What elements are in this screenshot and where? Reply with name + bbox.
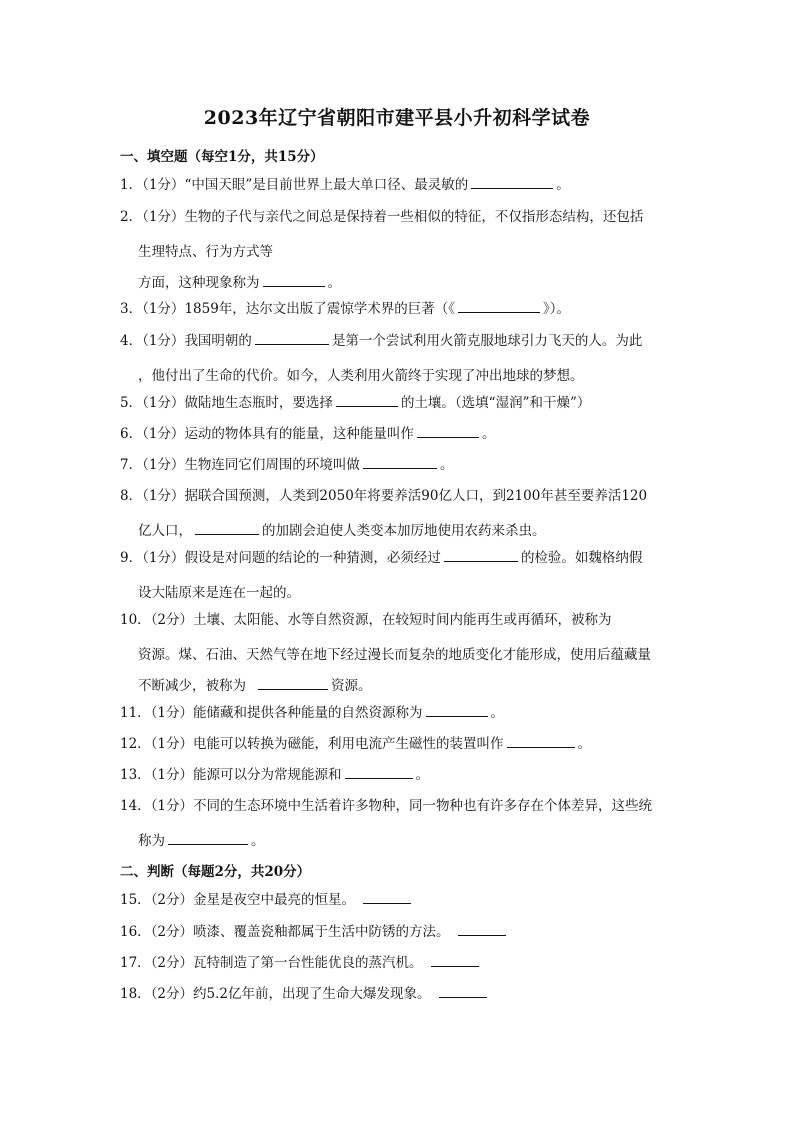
question-text: 做陆地生态瓶时，要选择 — [184, 395, 333, 411]
question-text-end: 的加剧会迫使人类变本加厉地使用农药来杀虫。 — [262, 523, 546, 539]
question-text: 运动的物体具有的能量，这种能量叫作 — [184, 426, 414, 442]
question-score: （2分） — [150, 986, 194, 1002]
question-number: 3． — [120, 301, 143, 317]
question-number: 17． — [120, 955, 151, 971]
question-number: 8． — [120, 488, 143, 504]
question-9-line-2: 设大陆原来是连在一起的。 — [138, 585, 300, 601]
question-text-end: 。 — [327, 275, 341, 291]
answer-blank[interactable] — [439, 983, 487, 998]
question-12 — [120, 729, 680, 760]
question-number: 6． — [120, 426, 143, 442]
question-score: （2分） — [150, 892, 194, 908]
answer-blank[interactable] — [258, 675, 328, 690]
question-7 — [120, 450, 680, 481]
question-score: （2分） — [150, 612, 194, 628]
question-1 — [120, 170, 680, 201]
exam-title: 2023年辽宁省朝阳市建平县小升初科学试卷 — [203, 107, 591, 129]
question-text: 金星是夜空中最亮的恒星。 — [193, 892, 356, 908]
question-text: 能源可以分为常规能源和 — [193, 767, 342, 783]
answer-blank[interactable] — [458, 298, 540, 313]
answer-blank[interactable] — [345, 764, 413, 779]
question-8-line-2 — [138, 519, 546, 539]
question-number: 14． — [120, 798, 151, 814]
question-score: （2分） — [150, 955, 194, 971]
question-number: 9． — [120, 550, 143, 566]
question-text: 假设是对问题的结论的一种猜测，必须经过 — [184, 550, 441, 566]
answer-blank[interactable] — [444, 547, 518, 562]
question-number: 11． — [120, 705, 151, 721]
question-score: （1分） — [142, 488, 185, 504]
question-text: 电能可以转换为磁能，利用电流产生磁性的装置叫作 — [193, 736, 504, 752]
question-text: 土壤、太阳能、水等自然资源，在较短时间内能再生或再循环，被称为 — [193, 612, 612, 628]
question-score: （1分） — [150, 705, 194, 721]
question-text-end: 。 — [490, 705, 505, 721]
question-2 — [120, 202, 680, 233]
question-3 — [120, 294, 680, 325]
section-true-false-heading: 二、判断（每题2分，共20分） — [120, 864, 311, 880]
question-text-end: 资源。 — [331, 678, 372, 694]
question-text-end: 。 — [577, 736, 592, 752]
question-10-line-3 — [138, 674, 372, 694]
question-number: 7． — [120, 457, 143, 473]
question-text: 喷漆、覆盖瓷釉都属于生活中防锈的方法。 — [193, 924, 450, 940]
question-score: （2分） — [150, 924, 194, 940]
answer-blank[interactable] — [195, 520, 259, 535]
question-5 — [120, 388, 680, 419]
question-6 — [120, 419, 680, 450]
question-number: 2． — [120, 209, 143, 225]
question-text-end: 》）。 — [543, 301, 571, 317]
answer-blank[interactable] — [507, 733, 575, 748]
question-14-line-2 — [138, 829, 265, 849]
question-text: 生物连同它们周围的环境叫做 — [184, 457, 360, 473]
question-15 — [120, 885, 680, 916]
question-number: 4． — [120, 333, 143, 349]
question-text-end: 。 — [439, 457, 454, 473]
answer-blank[interactable] — [336, 392, 398, 407]
answer-blank[interactable] — [417, 423, 479, 438]
question-8 — [120, 481, 680, 512]
question-score: （1分） — [150, 798, 194, 814]
question-4 — [120, 326, 680, 357]
question-text-end: 。 — [415, 767, 430, 783]
question-9 — [120, 543, 680, 574]
answer-blank[interactable] — [263, 272, 325, 287]
question-score: （1分） — [142, 457, 185, 473]
question-text: 瓦特制造了第一台性能优良的蒸汽机。 — [193, 955, 423, 971]
question-score: （1分） — [142, 550, 185, 566]
answer-blank[interactable] — [363, 889, 411, 904]
question-score: （1分） — [142, 209, 185, 225]
question-4-line-2: ，他付出了生命的代价。如今，人类利用火箭终于实现了冲出地球的梦想。 — [138, 368, 584, 384]
question-text: 能储藏和提供各种能量的自然资源称为 — [193, 705, 423, 721]
question-text: 方面，这种现象称为 — [138, 275, 260, 291]
question-text-end: 的土壤。（选填“湿润”和干燥”） — [400, 395, 591, 411]
question-text: 亿人口， — [138, 523, 192, 539]
question-text-end: 。 — [481, 426, 496, 442]
answer-blank[interactable] — [168, 830, 248, 845]
question-score: （1分） — [142, 426, 185, 442]
question-text: 据联合国预测，人类到2050年将要养活90亿人口，到2100年甚至要养活120 — [184, 488, 648, 504]
question-17 — [120, 948, 680, 979]
question-score: （1分） — [142, 177, 185, 193]
question-text: 我国明朝的 — [184, 333, 252, 349]
answer-blank[interactable] — [458, 921, 506, 936]
question-score: （1分） — [142, 301, 185, 317]
question-2-line-2: 生理特点、行为方式等 — [138, 244, 273, 260]
question-text-end: 。 — [556, 177, 570, 193]
question-2-line-3 — [138, 271, 341, 291]
question-text: 约5.2亿年前，出现了生命大爆发现象。 — [193, 986, 431, 1002]
question-14 — [120, 791, 680, 822]
question-number: 10． — [120, 612, 151, 628]
answer-blank[interactable] — [431, 952, 479, 967]
question-score: （1分） — [150, 736, 194, 752]
answer-blank[interactable] — [426, 702, 488, 717]
question-score: （1分） — [150, 767, 194, 783]
question-number: 15． — [120, 892, 151, 908]
question-number: 1． — [120, 177, 143, 193]
question-text-end: 的检验。如魏格纳假 — [520, 550, 643, 566]
question-score: （1分） — [142, 395, 185, 411]
question-number: 18． — [120, 986, 151, 1002]
question-text: 生物的子代与亲代之间总是保持着一些相似的特征，不仅指形态结构，还包括 — [184, 209, 644, 225]
question-10 — [120, 605, 680, 636]
question-number: 5． — [120, 395, 143, 411]
question-text-end: 是第一个尝试利用火箭克服地球引力飞天的人。为此 — [331, 333, 643, 349]
question-text: 不同的生态环境中生活着许多物种，同一物种也有许多存在个体差异，这些统 — [193, 798, 653, 814]
question-text: 不断减少，被称为 — [138, 678, 246, 694]
question-text: 1859年，达尔文出版了震惊学术界的巨著（《 — [184, 301, 456, 317]
question-11 — [120, 698, 680, 729]
section-fill-in-heading: 一、填空题（每空1分，共15分） — [120, 149, 324, 165]
question-text: 称为 — [138, 833, 165, 849]
question-number: 16． — [120, 924, 151, 940]
question-10-line-2: 资源。煤、石油、天然气等在地下经过漫长而复杂的地质变化才能形成，使用后蕴藏量 — [138, 647, 651, 663]
question-18 — [120, 979, 680, 1010]
question-16 — [120, 917, 680, 948]
question-text-end: 。 — [251, 833, 265, 849]
question-text: “中国天眼”是目前世界上最大单口径、最灵敏的 — [184, 177, 469, 193]
question-score: （1分） — [142, 333, 185, 349]
answer-blank[interactable] — [255, 330, 329, 345]
answer-blank[interactable] — [363, 454, 437, 469]
question-13 — [120, 760, 680, 791]
question-number: 13． — [120, 767, 151, 783]
answer-blank[interactable] — [471, 174, 553, 189]
question-number: 12． — [120, 736, 151, 752]
